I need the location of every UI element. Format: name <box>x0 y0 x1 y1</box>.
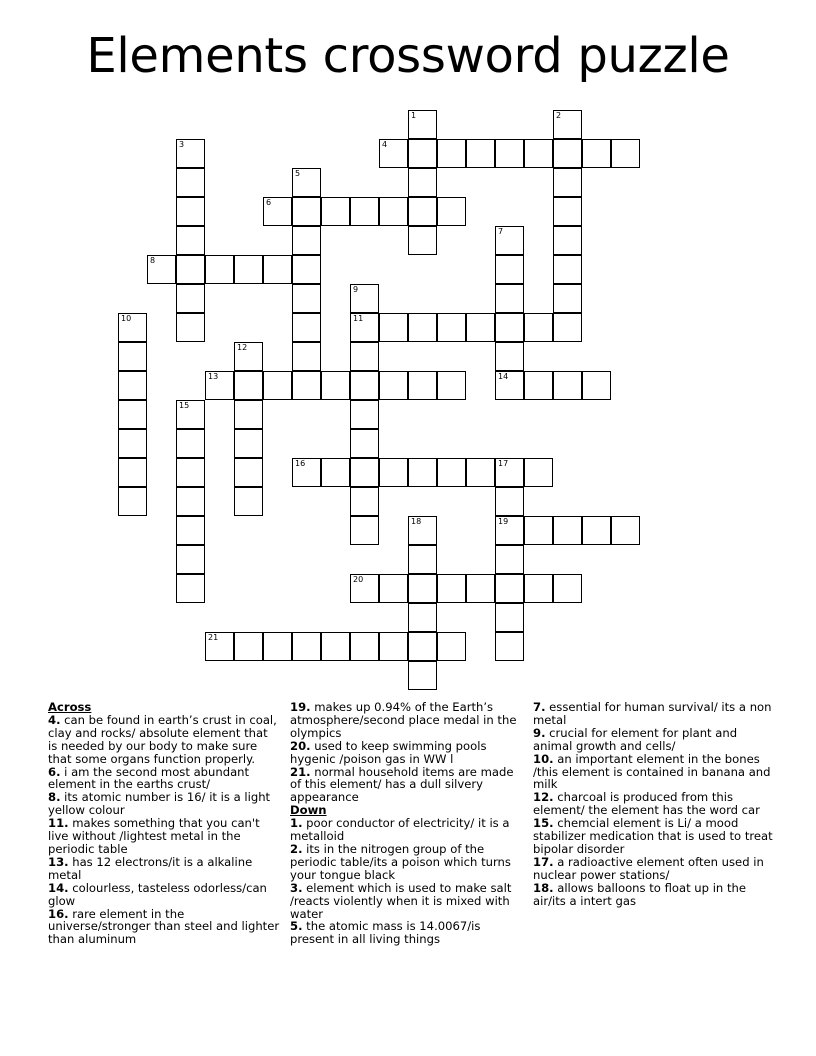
crossword-cell[interactable] <box>495 371 524 400</box>
crossword-cell[interactable] <box>234 632 263 661</box>
across-clue-list-continued <box>290 701 522 804</box>
crossword-cell[interactable] <box>176 458 205 487</box>
crossword-cell[interactable] <box>408 458 437 487</box>
crossword-cell[interactable] <box>437 197 466 226</box>
crossword-cell[interactable] <box>176 487 205 516</box>
clue-text: the atomic mass is 14.0067/is present in all living things <box>290 919 481 947</box>
clue-number-label: 20. <box>290 738 311 753</box>
crossword-cell[interactable] <box>495 516 524 545</box>
crossword-cell[interactable] <box>176 255 205 284</box>
crossword-cell[interactable] <box>118 313 147 342</box>
crossword-cell[interactable] <box>350 487 379 516</box>
clue-number-label: 7. <box>533 700 546 714</box>
crossword-cell[interactable] <box>408 574 437 603</box>
crossword-cell[interactable] <box>524 139 553 168</box>
clue-number: 20 <box>353 575 364 584</box>
crossword-cell[interactable] <box>495 487 524 516</box>
clue-text: can be found in earth’s crust in coal, clay and rocks/ absolute element that is needed by our body to make sure that some organs function properly. <box>48 712 277 766</box>
crossword-cell[interactable] <box>234 458 263 487</box>
clue-text: colourless, tasteless odorless/can glow <box>48 880 267 908</box>
crossword-cell[interactable] <box>263 197 292 226</box>
crossword-cell[interactable] <box>321 197 350 226</box>
crossword-cell[interactable] <box>263 255 292 284</box>
clue-number-label: 12. <box>533 790 554 805</box>
clue-number: 6 <box>266 198 272 207</box>
clue-number: 9 <box>353 285 359 294</box>
crossword-cell[interactable] <box>234 487 263 516</box>
clue-item <box>48 882 280 908</box>
crossword-cell[interactable] <box>582 139 611 168</box>
crossword-cell[interactable] <box>350 632 379 661</box>
crossword-cell[interactable] <box>495 313 524 342</box>
crossword-cell[interactable] <box>553 371 582 400</box>
crossword-cell[interactable] <box>582 516 611 545</box>
crossword-cell[interactable] <box>350 400 379 429</box>
crossword-cell[interactable] <box>553 574 582 603</box>
crossword-cell[interactable] <box>176 429 205 458</box>
clue-item <box>290 843 522 882</box>
clue-item <box>533 856 773 882</box>
crossword-cell[interactable] <box>321 458 350 487</box>
crossword-cell[interactable] <box>321 371 350 400</box>
crossword-cell[interactable] <box>379 139 408 168</box>
crossword-cell[interactable] <box>350 342 379 371</box>
clue-number-label: 10. <box>533 751 554 766</box>
crossword-cell[interactable] <box>350 284 379 313</box>
clue-number-label: 17. <box>533 854 554 869</box>
clue-text: has 12 electrons/it is a alkaline metal <box>48 854 253 882</box>
clue-number: 13 <box>208 372 219 381</box>
crossword-cell[interactable] <box>466 574 495 603</box>
crossword-cell[interactable] <box>118 487 147 516</box>
crossword-cell[interactable] <box>553 516 582 545</box>
crossword-cell[interactable] <box>234 342 263 371</box>
crossword-cell[interactable] <box>553 284 582 313</box>
crossword-cell[interactable] <box>495 603 524 632</box>
clue-item <box>290 920 522 946</box>
crossword-cell[interactable] <box>379 371 408 400</box>
clue-text: i am the second most abundant element in the earths crust/ <box>48 764 250 792</box>
crossword-cell[interactable] <box>408 603 437 632</box>
crossword-cell[interactable] <box>437 458 466 487</box>
crossword-cell[interactable] <box>408 139 437 168</box>
clue-item <box>533 701 773 727</box>
crossword-cell[interactable] <box>176 168 205 197</box>
crossword-cell[interactable] <box>176 197 205 226</box>
clue-text: makes something that you can't live without /lightest metal in the periodic table <box>48 816 260 856</box>
crossword-cell[interactable] <box>495 284 524 313</box>
clue-text: an important element in the bones /this element is contained in banana and milk <box>533 751 771 792</box>
clue-text: allows balloons to float up in the air/its a intert gas <box>533 880 746 908</box>
clue-number: 5 <box>295 169 301 178</box>
crossword-cell[interactable] <box>176 545 205 574</box>
crossword-cell[interactable] <box>176 226 205 255</box>
clue-number: 4 <box>382 140 388 149</box>
crossword-cell[interactable] <box>234 429 263 458</box>
crossword-cell[interactable] <box>292 226 321 255</box>
crossword-cell[interactable] <box>408 371 437 400</box>
clue-number-label: 6. <box>48 764 61 779</box>
crossword-cell[interactable] <box>350 371 379 400</box>
crossword-cell[interactable] <box>176 284 205 313</box>
clue-number-label: 4. <box>48 712 61 727</box>
crossword-cell[interactable] <box>495 545 524 574</box>
clue-item <box>290 882 522 921</box>
clue-text: chemcial element is Li/ a mood stabilizer medication that is used to treat bipolar disorder <box>533 816 773 856</box>
clue-number: 1 <box>411 111 417 120</box>
crossword-cell[interactable] <box>350 313 379 342</box>
clue-item <box>533 753 773 792</box>
crossword-cell[interactable] <box>582 371 611 400</box>
crossword-cell[interactable] <box>408 545 437 574</box>
clue-text: rare element in the universe/stronger than steel and lighter than aluminum <box>48 906 280 947</box>
clue-number-label: 15. <box>533 816 554 831</box>
clue-number: 11 <box>353 314 364 323</box>
clue-item <box>290 701 522 740</box>
crossword-cell[interactable] <box>205 255 234 284</box>
crossword-cell[interactable] <box>524 516 553 545</box>
crossword-cell[interactable] <box>350 574 379 603</box>
clue-number-label: 1. <box>290 816 303 831</box>
clue-column-1 <box>48 701 280 946</box>
crossword-cell[interactable] <box>524 313 553 342</box>
clue-text: its atomic number is 16/ it is a light yellow colour <box>48 790 271 818</box>
clue-number: 10 <box>121 314 132 323</box>
crossword-cell[interactable] <box>292 342 321 371</box>
across-heading: Across <box>48 700 92 714</box>
crossword-cell[interactable] <box>437 371 466 400</box>
crossword-cell[interactable] <box>379 458 408 487</box>
crossword-cell[interactable] <box>437 139 466 168</box>
down-clue-list-continued <box>533 701 773 908</box>
clue-number: 3 <box>179 140 185 149</box>
crossword-cell[interactable] <box>408 516 437 545</box>
clue-text: a radioactive element often used in nuclear power stations/ <box>533 854 764 882</box>
crossword-cell[interactable] <box>292 284 321 313</box>
clue-number-label: 21. <box>290 764 311 779</box>
crossword-cell[interactable] <box>408 661 437 690</box>
crossword-cell[interactable] <box>408 197 437 226</box>
crossword-cell[interactable] <box>553 139 582 168</box>
clue-item <box>48 908 280 947</box>
crossword-cell[interactable] <box>553 226 582 255</box>
crossword-cell[interactable] <box>466 313 495 342</box>
crossword-cell[interactable] <box>408 168 437 197</box>
clue-number-label: 18. <box>533 880 554 895</box>
clue-item <box>290 740 522 766</box>
clue-text: charcoal is produced from this element/ the element has the word car <box>533 790 760 818</box>
page-title: Elements crossword puzzle <box>86 28 730 84</box>
clue-item <box>48 791 280 817</box>
crossword-cell[interactable] <box>495 632 524 661</box>
crossword-cell[interactable] <box>118 342 147 371</box>
crossword-cell[interactable] <box>495 139 524 168</box>
crossword-cell[interactable] <box>350 516 379 545</box>
clue-number-label: 5. <box>290 919 303 934</box>
clue-text: poor conductor of electricity/ it is a metalloid <box>290 816 510 844</box>
crossword-cell[interactable] <box>118 371 147 400</box>
crossword-cell[interactable] <box>466 139 495 168</box>
clue-column-3 <box>533 701 773 908</box>
crossword-cell[interactable] <box>408 632 437 661</box>
crossword-cell[interactable] <box>495 255 524 284</box>
crossword-cell[interactable] <box>292 371 321 400</box>
clue-item <box>533 882 773 908</box>
clue-text: normal household items are made of this element/ has a dull silvery appearance <box>290 764 514 805</box>
crossword-cell[interactable] <box>611 516 640 545</box>
across-clue-list <box>48 714 280 946</box>
clue-item <box>48 817 280 856</box>
crossword-cell[interactable] <box>321 632 350 661</box>
clue-item <box>533 791 773 817</box>
crossword-cell[interactable] <box>437 632 466 661</box>
crossword-cell[interactable] <box>408 110 437 139</box>
crossword-cell[interactable] <box>176 313 205 342</box>
clue-number-label: 19. <box>290 700 311 714</box>
crossword-cell[interactable] <box>292 197 321 226</box>
clue-number: 19 <box>498 517 509 526</box>
crossword-cell[interactable] <box>234 371 263 400</box>
crossword-cell[interactable] <box>176 574 205 603</box>
clue-number-label: 9. <box>533 725 546 740</box>
clue-text: crucial for element for plant and animal growth and cells/ <box>533 725 738 753</box>
clue-number-label: 8. <box>48 790 61 805</box>
clue-item <box>48 766 280 792</box>
crossword-cell[interactable] <box>553 197 582 226</box>
crossword-cell[interactable] <box>292 168 321 197</box>
clue-number: 18 <box>411 517 422 526</box>
crossword-cell[interactable] <box>524 574 553 603</box>
crossword-cell[interactable] <box>292 632 321 661</box>
crossword-cell[interactable] <box>524 371 553 400</box>
crossword-cell[interactable] <box>176 516 205 545</box>
crossword-cell[interactable] <box>437 574 466 603</box>
down-heading: Down <box>290 803 327 818</box>
crossword-cell[interactable] <box>495 458 524 487</box>
clue-text: essential for human survival/ its a non metal <box>533 700 772 727</box>
crossword-cell[interactable] <box>350 458 379 487</box>
crossword-cell[interactable] <box>495 574 524 603</box>
crossword-cell[interactable] <box>437 313 466 342</box>
crossword-cell[interactable] <box>147 255 176 284</box>
crossword-cell[interactable] <box>205 632 234 661</box>
crossword-cell[interactable] <box>118 458 147 487</box>
crossword-cell[interactable] <box>379 197 408 226</box>
down-clue-list <box>290 817 522 946</box>
crossword-cell[interactable] <box>553 255 582 284</box>
clue-column-2 <box>290 701 522 946</box>
clue-number-label: 3. <box>290 880 303 895</box>
clue-text: used to keep swimming pools hygenic /poison gas in WW l <box>290 738 487 766</box>
crossword-cell[interactable] <box>553 168 582 197</box>
clue-number: 17 <box>498 459 509 468</box>
clue-item <box>290 817 522 843</box>
crossword-cell[interactable] <box>553 313 582 342</box>
clue-item <box>533 727 773 753</box>
crossword-cell[interactable] <box>379 574 408 603</box>
crossword-cell[interactable] <box>611 139 640 168</box>
clue-number: 16 <box>295 459 306 468</box>
crossword-cell[interactable] <box>205 371 234 400</box>
clue-number: 12 <box>237 343 248 352</box>
clue-item <box>48 856 280 882</box>
clue-number-label: 14. <box>48 880 69 895</box>
crossword-cell[interactable] <box>379 313 408 342</box>
clue-text: its in the nitrogen group of the periodic table/its a poison which turns your tongue black <box>290 841 511 882</box>
crossword-cell[interactable] <box>292 458 321 487</box>
crossword-cell[interactable] <box>234 255 263 284</box>
clue-number: 7 <box>498 227 504 236</box>
crossword-cell[interactable] <box>292 255 321 284</box>
crossword-cell[interactable] <box>466 458 495 487</box>
clue-number-label: 11. <box>48 816 69 831</box>
crossword-cell[interactable] <box>292 313 321 342</box>
crossword-cell[interactable] <box>263 632 292 661</box>
crossword-cell[interactable] <box>495 226 524 255</box>
crossword-cell[interactable] <box>350 429 379 458</box>
crossword-cell[interactable] <box>263 371 292 400</box>
clue-number: 2 <box>556 111 562 120</box>
crossword-cell[interactable] <box>553 110 582 139</box>
crossword-cell[interactable] <box>408 313 437 342</box>
crossword-cell[interactable] <box>495 342 524 371</box>
clue-item <box>48 714 280 766</box>
crossword-cell[interactable] <box>176 400 205 429</box>
crossword-cell[interactable] <box>379 632 408 661</box>
crossword-cell[interactable] <box>176 139 205 168</box>
crossword-cell[interactable] <box>234 400 263 429</box>
clue-number-label: 2. <box>290 841 303 856</box>
clue-number-label: 13. <box>48 854 69 869</box>
crossword-cell[interactable] <box>524 458 553 487</box>
crossword-cell[interactable] <box>350 197 379 226</box>
clue-item <box>290 766 522 805</box>
clue-item <box>533 817 773 856</box>
clue-number: 21 <box>208 633 219 642</box>
clue-number: 8 <box>150 256 156 265</box>
clue-text: element which is used to make salt /reacts violently when it is mixed with water <box>290 880 512 921</box>
clue-number-label: 16. <box>48 906 69 921</box>
crossword-cell[interactable] <box>118 400 147 429</box>
crossword-cell[interactable] <box>408 226 437 255</box>
clue-text: makes up 0.94% of the Earth’s atmosphere/second place medal in the olympics <box>290 700 517 740</box>
crossword-cell[interactable] <box>118 429 147 458</box>
clue-number: 15 <box>179 401 190 410</box>
clue-number: 14 <box>498 372 509 381</box>
